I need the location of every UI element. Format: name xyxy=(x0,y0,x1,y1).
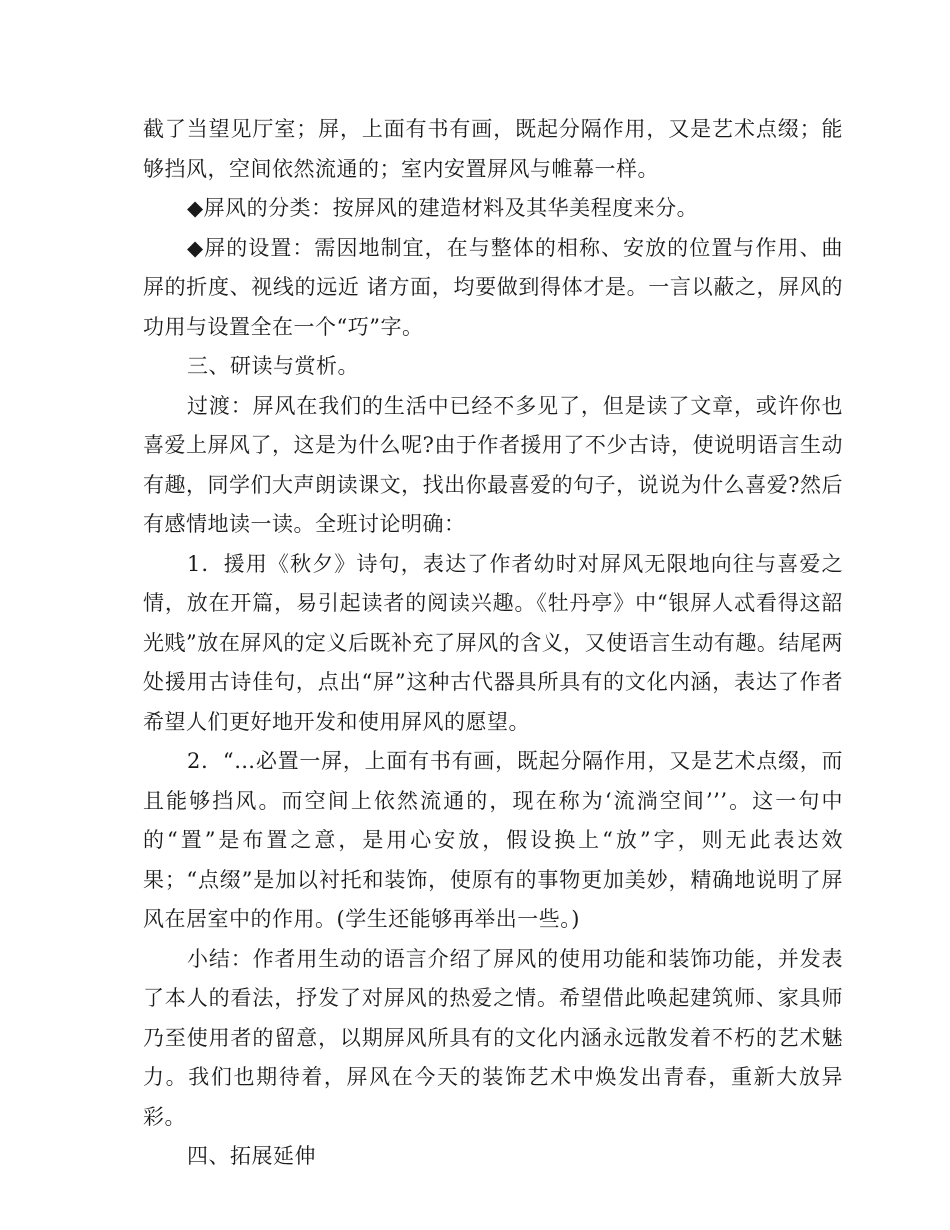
paragraph-continuation: 截了当望见厅室；屏，上面有书有画，既起分隔作用，又是艺术点缀；能够挡风，空间依然流通的；室内安置屏风与帷幕一样。 xyxy=(143,117,843,181)
paragraph-point-1: 1．援用《秋夕》诗句，表达了作者幼时对屏风无限地向往与喜爱之情，放在开篇，易引起读者的阅读兴趣。《牡丹亭》中“银屏人忒看得这韶光贱”放在屏风的定义后既补充了屏风的含义，又使语言生动有趣。结尾两处援用古诗佳句，点出“屏”这种古代器具所具有的文化内涵，表达了作者希望人们更好地开发和使用屏风的愿望。 xyxy=(143,551,843,734)
paragraph-screen-classification: ◆屏风的分类：按屏风的建造材料及其华美程度来分。 xyxy=(187,196,699,220)
section-heading-extension: 四、拓展延伸 xyxy=(187,1144,316,1168)
section-heading-study: 三、研读与赏析。 xyxy=(187,354,359,378)
document-body xyxy=(143,110,843,1177)
paragraph-transition: 过渡：屏风在我们的生活中已经不多见了，但是读了文章，或许你也喜爱上屏风了，这是为什么呢?由于作者援用了不少古诗，使说明语言生动有趣，同学们大声朗读课文，找出你最喜爱的句子，说说为什么喜爱?然后有感情地读一读。全班讨论明确： xyxy=(143,393,843,536)
paragraph-summary: 小结：作者用生动的语言介绍了屏风的使用功能和装饰功能，并发表了本人的看法，抒发了对屏风的热爱之情。希望借此唤起建筑师、家具师乃至使用者的留意，以期屏风所具有的文化内涵永远散发着不朽的艺术魅力。我们也期待着，屏风在今天的装饰艺术中焕发出青春，重新大放异彩。 xyxy=(143,946,843,1129)
paragraph-point-2: 2．“…必置一屏，上面有书有画，既起分隔作用，又是艺术点缀，而且能够挡风。而空间上依然流通的，现在称为‘流淌空间’’’。这一句中的“置”是布置之意，是用心安放，假设换上“放”字，则无此表达效果；“点缀”是加以衬托和装饰，使原有的事物更加美妙，精确地说明了屏风在居室中的作用。(学生还能够再举出一些。) xyxy=(143,749,843,931)
paragraph-screen-setup: ◆屏的设置：需因地制宜，在与整体的相称、安放的位置与作用、曲屏的折度、视线的远近 诸方面，均要做到得体才是。一言以蔽之，屏风的功用与设置全在一个“巧”字。 xyxy=(143,235,843,339)
